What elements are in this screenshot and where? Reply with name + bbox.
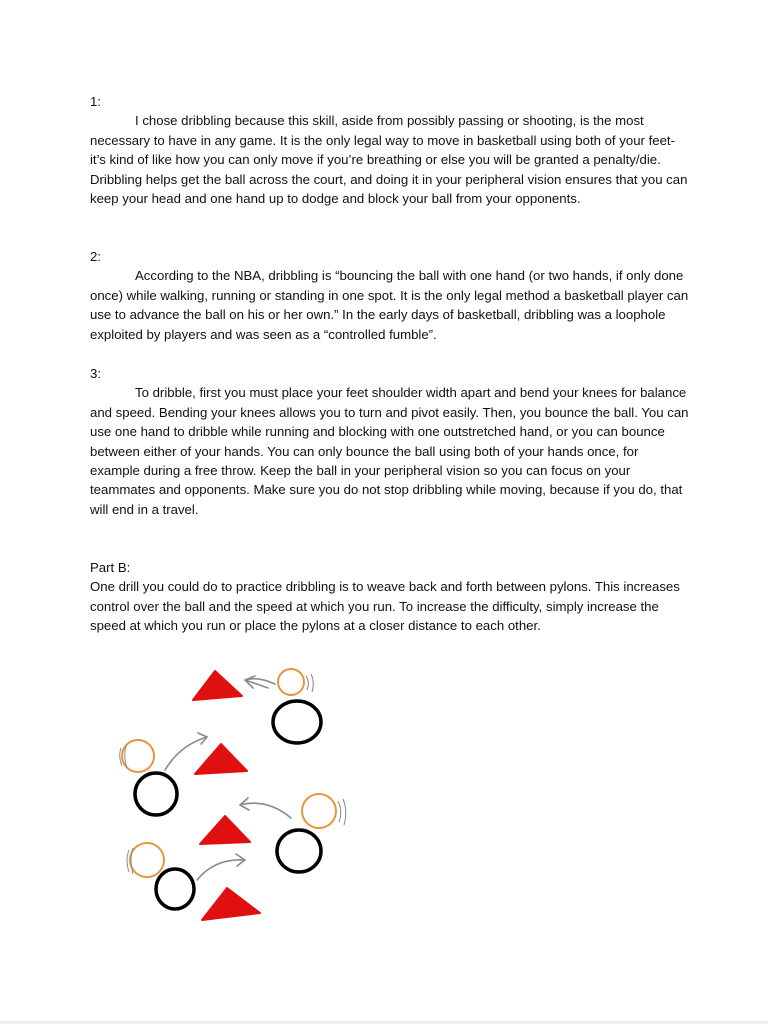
section-paragraph: According to the NBA, dribbling is “bouncing the ball with one hand (or two hands, if only done once) while walking, running or standing in one spot. It is the only legal method a basketball player can use to advance the ball on his or her own.” In the early days of basketball, dribbling was a loophole exploited by players and was seen as a “controlled fumble”. — [90, 268, 689, 342]
dribbling-drill-drawing — [95, 650, 355, 940]
player-icon — [135, 773, 177, 815]
arrow-icon — [245, 676, 275, 688]
player-icon — [273, 701, 321, 743]
pylon-icon — [202, 888, 260, 920]
player-icon — [156, 869, 194, 909]
player-icon — [277, 830, 321, 872]
section-number: 3: — [90, 366, 101, 381]
pylon-icon — [195, 744, 247, 774]
ball-icon — [278, 669, 313, 695]
arrow-icon — [165, 733, 207, 770]
section-number: 2: — [90, 249, 101, 264]
ball-icon — [127, 843, 164, 877]
section-3 — [90, 364, 690, 519]
arrow-icon — [197, 854, 245, 880]
ball-icon — [302, 794, 346, 828]
pylon-icon — [200, 816, 250, 844]
section-number: 1: — [90, 94, 101, 109]
section-1 — [90, 92, 690, 208]
part-b-paragraph: One drill you could do to practice dribbling is to weave back and forth between pylons. This increases control over the ball and the speed at which you run. To increase the difficulty, simply increase the speed at which you run or place the pylons at a closer distance to each other. — [90, 579, 680, 634]
part-b-section — [90, 558, 690, 636]
section-paragraph: To dribble, first you must place your feet shoulder width apart and bend your knees for balance and speed. Bending your knees allows you to turn and pivot easily. Then, you bounce the ball. You can use one hand to dribble while running and blocking with one outstretched hand, or you can bounce between either of your hands. You can only bounce the ball using both of your hands once, for example during a free throw. Keep the ball in your peripheral vision so you can focus on your teammates and opponents. Make sure you do not stop dribbling while moving, because if you do, that will end in a travel. — [90, 385, 689, 517]
section-paragraph: I chose dribbling because this skill, aside from possibly passing or shooting, is the most necessary to have in any game. It is the only legal way to move in basketball using both of your feet- it’s kind of like how you can only move if you’re breathing or else you will be granted a penalty/die. Dribbling helps get the ball across the court, and doing it in your peripheral vision ensures that you can keep your head and one hand up to dodge and block your ball from your opponents. — [90, 113, 688, 207]
part-b-heading: Part B: — [90, 560, 131, 575]
ball-icon — [120, 740, 154, 772]
section-2 — [90, 247, 690, 344]
pylon-icon — [193, 671, 242, 700]
arrow-icon — [240, 798, 291, 818]
